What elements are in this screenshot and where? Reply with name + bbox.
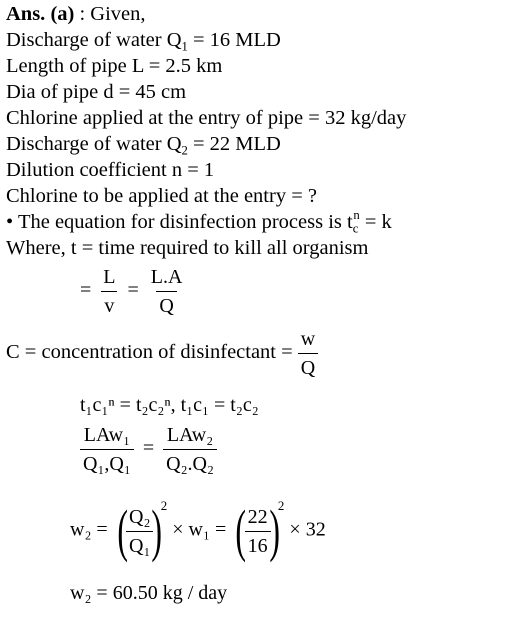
left-paren: (	[117, 498, 128, 563]
given-pipe-diameter: Dia of pipe d = 45 cm	[6, 81, 187, 103]
result-equation: w₂ = 60.50 kg / day	[70, 582, 228, 604]
right-paren: )	[151, 498, 163, 563]
where-definition: Where, t = time required to kill all organism	[6, 237, 369, 259]
given-chlorine-applied: Chlorine applied at the entry of pipe = 32 kg/day	[6, 107, 407, 129]
law-equation: $\frac{\text{LAw₁}}{\text{Q₁,Q₁}}$ = $\frac{\text{LAw₂}}{\text{Q₂.Q₂}}$	[80, 424, 217, 475]
answer-label: Ans.	[6, 3, 46, 25]
concentration-equation: C = concentration of disinfectant = $\frac{w}{Q}$	[6, 328, 318, 379]
left-paren-2: (	[235, 498, 247, 563]
answer-given: : Given,	[79, 3, 146, 25]
fraction-law1: $\frac{\text{LAw₁}}{\text{Q₁,Q₁}}$	[80, 424, 134, 475]
given-discharge-q2: Discharge of water $Q_2 = 22$ MLD	[6, 133, 281, 158]
w2-equation: w₂ = ( $\frac{\text{Q₂}}{\text{Q₁}}$ )$^2$ × w₁ = ( $\frac{22}{16}$ )$^2$ × 32	[70, 497, 326, 563]
tc-equation: t₁c₁ⁿ = t₂c₂ⁿ, t₁c₁ = t₂c₂	[80, 394, 259, 416]
given-dilution-coefficient: Dilution coefficient n = 1	[6, 159, 215, 181]
fraction-22-over-16: $\frac{22}{16}$	[245, 506, 271, 557]
answer-heading	[6, 2, 146, 26]
bullet-equation: • The equation for disinfection process is $t_c^n = k$	[6, 208, 392, 236]
right-paren-2: )	[268, 498, 280, 563]
given-pipe-length: Length of pipe L = 2.5 km	[6, 55, 223, 77]
given-discharge-q1: Discharge of water $Q_1 = 16$ MLD	[6, 29, 281, 54]
fraction-la-over-q: $\frac{L.A}{Q}$	[150, 266, 183, 317]
time-equation: = $\frac{L}{v}$ = $\frac{L.A}{Q}$	[76, 266, 185, 317]
bullet-symbol: •	[6, 211, 14, 233]
fraction-q2-over-q1: $\frac{\text{Q₂}}{\text{Q₁}}$	[126, 506, 153, 557]
given-chlorine-unknown: Chlorine to be applied at the entry = ?	[6, 185, 317, 207]
fraction-law2: $\frac{\text{LAw₂}}{\text{Q₂.Q₂}}$	[163, 424, 217, 475]
fraction-w-over-q: $\frac{w}{Q}$	[298, 328, 318, 379]
fraction-l-over-v: $\frac{L}{v}$	[103, 266, 116, 317]
answer-option: (a)	[50, 3, 75, 25]
